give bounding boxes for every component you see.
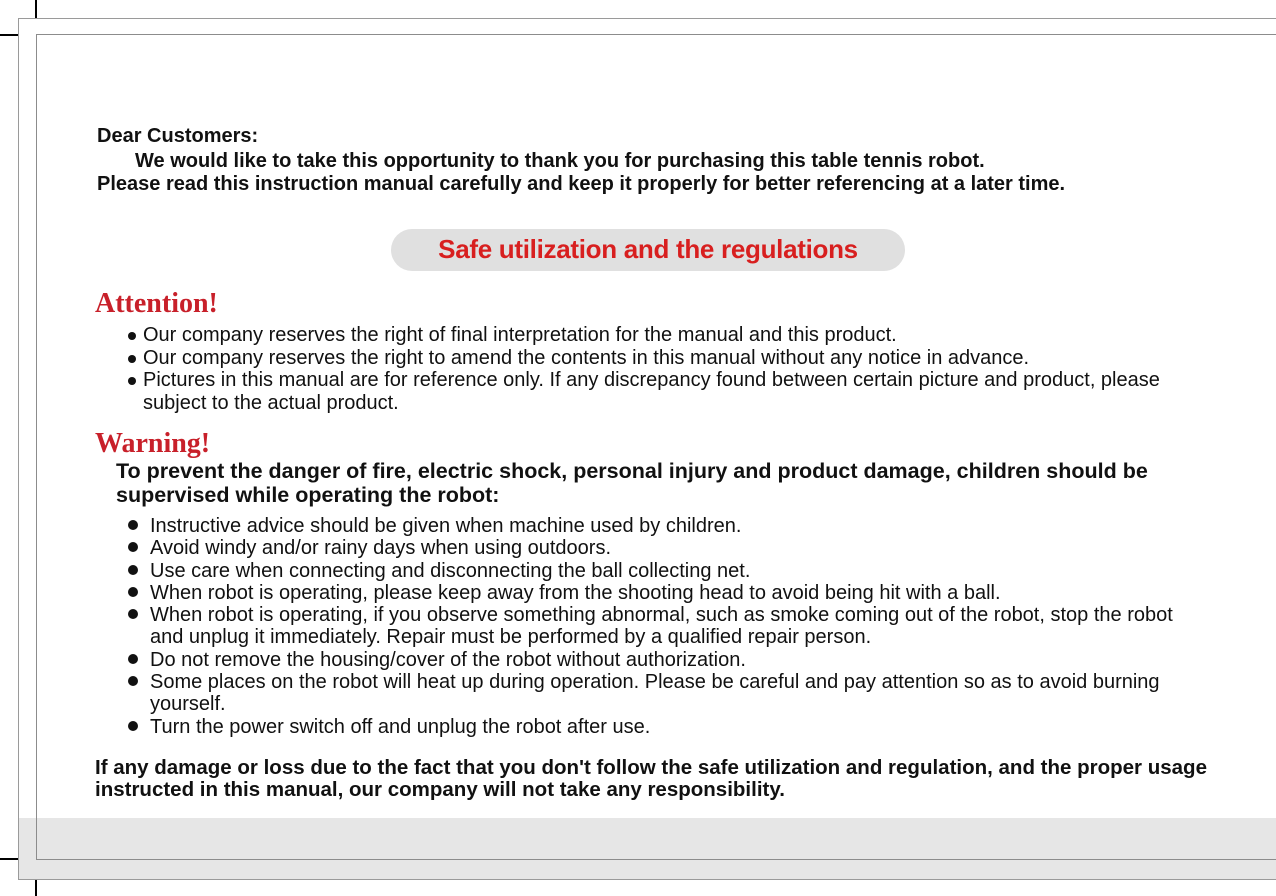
list-item: Pictures in this manual are for reference only. If any discrepancy found between certain picture and product, please subject to the actual product. — [126, 369, 1206, 414]
intro-thanks: We would like to take this opportunity to thank you for purchasing this table tennis robot. — [135, 150, 985, 172]
warning-lead: To prevent the danger of fire, electric shock, personal injury and product damage, children should be supervised while operating the robot: — [116, 459, 1148, 507]
list-item: Our company reserves the right of final interpretation for the manual and this product. — [126, 324, 1206, 347]
bullet-icon — [128, 565, 138, 575]
bullet-icon — [128, 355, 136, 363]
disclaimer: If any damage or loss due to the fact that you don't follow the safe utilization and regulation, and the proper usage instructed in this manual, our company will not take any responsibility. — [95, 756, 1207, 801]
list-item: Avoid windy and/or rainy days when using outdoors. — [126, 537, 1206, 559]
bullet-icon — [128, 377, 136, 385]
list-item: Some places on the robot will heat up during operation. Please be careful and pay attention so as to avoid burning yourself. — [126, 671, 1206, 716]
intro-instructions: Please read this instruction manual carefully and keep it properly for better referencing at a later time. — [97, 173, 1066, 195]
list-item: Do not remove the housing/cover of the robot without authorization. — [126, 649, 1206, 671]
list-item: Our company reserves the right to amend the contents in this manual without any notice in advance. — [126, 347, 1206, 370]
bullet-icon — [128, 609, 138, 619]
list-item: Turn the power switch off and unplug the robot after use. — [126, 716, 1206, 738]
bullet-icon — [128, 654, 138, 664]
list-item: When robot is operating, if you observe something abnormal, such as smoke coming out of the robot, stop the robot and unplug it immediately. Repair must be performed by a qualified repair person. — [126, 604, 1206, 649]
bullet-icon — [128, 676, 138, 686]
greeting: Dear Customers: — [97, 125, 259, 147]
bullet-icon — [128, 332, 136, 340]
attention-list — [126, 324, 1206, 414]
bullet-icon — [128, 721, 138, 731]
section-banner — [391, 229, 905, 271]
warning-list — [126, 515, 1206, 738]
warning-heading: Warning! — [95, 428, 211, 459]
list-item: Instructive advice should be given when machine used by children. — [126, 515, 1206, 537]
bullet-icon — [128, 520, 138, 530]
bullet-icon — [128, 542, 138, 552]
attention-heading: Attention! — [95, 288, 218, 319]
section-banner-title: Safe utilization and the regulations — [438, 234, 858, 264]
list-item: When robot is operating, please keep away from the shooting head to avoid being hit with a ball. — [126, 582, 1206, 604]
list-item: Use care when connecting and disconnecting the ball collecting net. — [126, 560, 1206, 582]
bullet-icon — [128, 587, 138, 597]
